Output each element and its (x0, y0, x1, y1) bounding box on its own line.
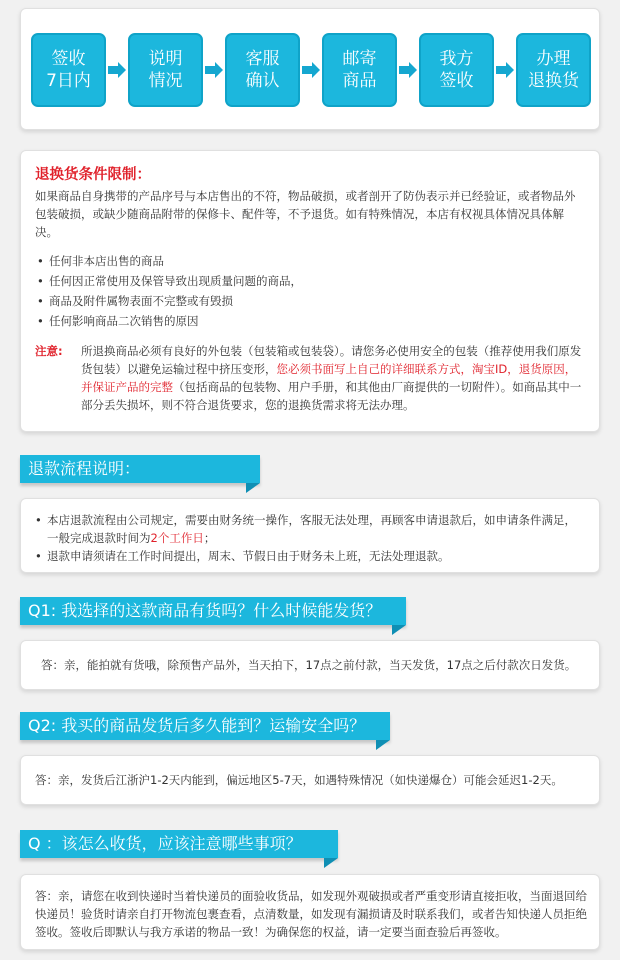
arrow-right-icon (203, 33, 225, 107)
step-2 (128, 33, 203, 107)
faq-answer-text: 答：亲，能拍就有货哦，除预售产品外，当天拍下，17点之前付款，当天发货，17点之后付款次日发货。 (41, 658, 577, 672)
refund-item-1: 本店退款流程由公司规定，需要由财务统一操作，客服无法处理，再顾客申请退款后，如申请条件满足，一般完成退款时间为 (47, 513, 576, 545)
conditions-list (35, 251, 583, 331)
faq-question-text: Q1: 我选择的这款商品有货吗？什么时候能发货？ (28, 601, 382, 620)
faq-answer-card-2 (20, 755, 600, 805)
list-item: • 退款申请须请在工作时间提出，周末、节假日由于财务未上班，无法处理退款。 (35, 547, 583, 565)
refund-card (20, 498, 600, 573)
refund-banner (20, 455, 260, 483)
refund-title: 退款流程说明： (28, 459, 141, 478)
refund-list (35, 511, 583, 565)
step-label-line-1: 签收 (51, 49, 86, 69)
note-label: 注意: (35, 344, 63, 358)
note-text-end: （包括商品的包装物、用户手册，和其他由厂商提供的一切附件）。如商品其中一部分丢失损坏，则不符合退货要求，您的退换货需求将无法办理。 (81, 380, 582, 412)
return-conditions-card (20, 150, 600, 432)
arrow-right-icon (397, 33, 419, 107)
refund-item-1-end: ； (203, 531, 216, 545)
faq-question-1 (20, 597, 406, 625)
step-label-line-1: 办理 (536, 49, 571, 69)
faq-question-3 (20, 830, 338, 858)
list-item: • 任何非本店出售的商品 (37, 251, 583, 271)
step-3 (225, 33, 300, 107)
step-6 (516, 33, 591, 107)
arrow-right-icon (106, 33, 128, 107)
process-steps (31, 33, 591, 107)
faq-question-text: Q ：该怎么收货，应该注意哪些事项？ (28, 834, 302, 853)
step-label-line-1: 说明 (148, 49, 183, 69)
faq-answer-text: 答：亲，发货后江浙沪1-2天内能到，偏远地区5-7天，如遇特殊情况（如快递爆仓）可能会延迟1-2天。 (35, 773, 563, 787)
note-warning-text: 您必须书面写上自己的详细联系方式，淘宝ID，退货原因，并保证产品的完整 (81, 362, 577, 394)
step-label-line-2: 商品 (342, 71, 377, 91)
step-label-line-2: 确认 (245, 71, 280, 91)
step-label-line-2: 7日内 (46, 71, 91, 91)
list-item: • 商品及附件属物表面不完整或有毁损 (37, 291, 583, 311)
step-4 (322, 33, 397, 107)
refund-time: 2个工作日 (150, 531, 204, 545)
faq-question-text: Q2: 我买的商品发货后多久能到？运输安全吗？ (28, 716, 366, 735)
faq-answer-card-1 (20, 640, 600, 690)
conditions-note (35, 342, 583, 414)
step-5 (419, 33, 494, 107)
step-label-line-2: 退换货 (528, 71, 579, 91)
note-text: 所退换商品必须有良好的外包装（包装箱或包装袋）。请您务必使用安全的包装（推荐使用我们原发货包装）以避免运输过程中挤压变形， (81, 344, 582, 376)
arrow-right-icon (300, 33, 322, 107)
banner-tail (376, 740, 390, 750)
list-item: • 任何影响商品二次销售的原因 (37, 311, 583, 331)
banner-tail (392, 625, 406, 635)
arrow-right-icon (494, 33, 516, 107)
faq-question-2 (20, 712, 390, 740)
step-label-line-2: 签收 (439, 71, 474, 91)
step-label-line-1: 我方 (439, 49, 474, 69)
step-label-line-1: 邮寄 (342, 49, 377, 69)
conditions-title: 退换货条件限制： (35, 167, 151, 183)
banner-tail (324, 858, 338, 868)
banner-tail (246, 483, 260, 493)
conditions-intro: 如果商品自身携带的产品序号与本店售出的不符，物品破损，或者剖开了防伪表示并已经验证，或者物品外包装破损，或缺少随商品附带的保修卡、配件等，不予退货。如有特殊情况，本店有权视具体情况具体解决。 (35, 189, 576, 239)
list-item: • 任何因正常使用及保管导致出现质量问题的商品， (37, 271, 583, 291)
step-label-line-2: 情况 (148, 71, 183, 91)
process-steps-card (20, 8, 600, 130)
step-label-line-1: 客服 (245, 49, 280, 69)
faq-answer-card-3 (20, 874, 600, 950)
list-item (35, 511, 583, 547)
faq-answer-text: 答：亲，请您在收到快递时当着快递员的面验收货品，如发现外观破损或者严重变形请直接拒收，当面退回给快递员！验货时请亲自打开物流包裹查看，点清数量，如发现有漏损请及时联系我们，或者告知快递人员拒绝签收。签收后即默认与我方承诺的物品一致！为确保您的权益，请一定要当面查验后再签收。 (35, 889, 587, 939)
step-1 (31, 33, 106, 107)
